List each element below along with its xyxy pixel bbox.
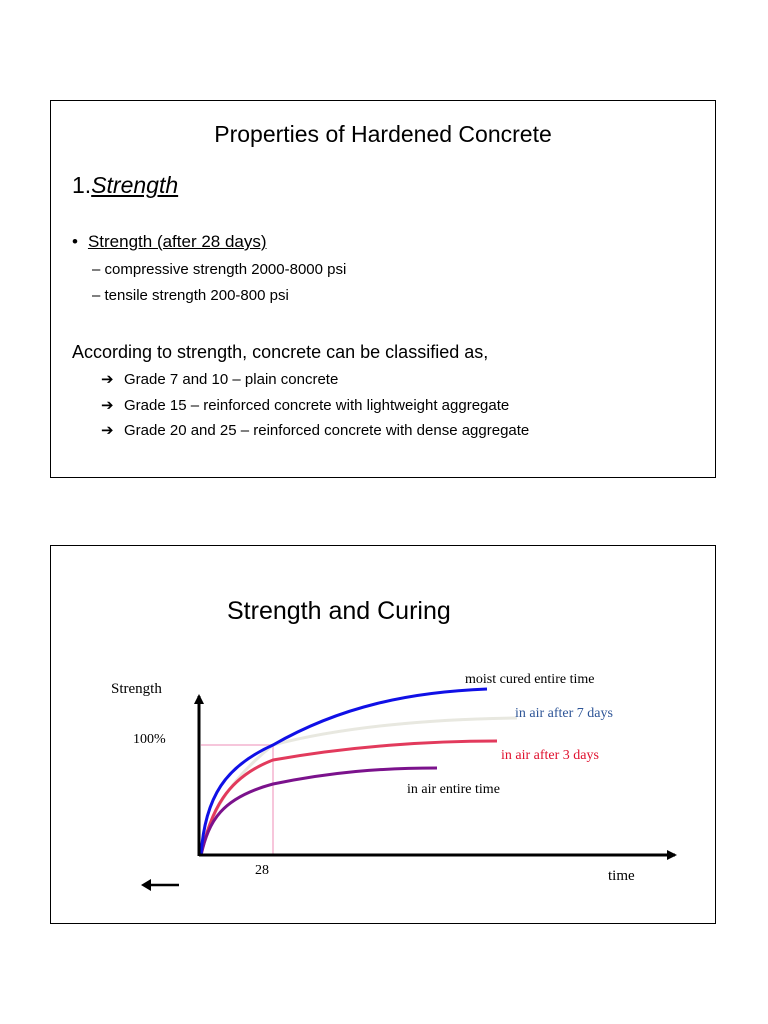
classify-text: According to strength, concrete can be classified as, xyxy=(72,342,489,362)
sub-item-tensile: – tensile strength 200-800 psi xyxy=(92,287,289,304)
grade-text: Grade 7 and 10 – plain concrete xyxy=(124,370,339,388)
slide-strength-curing xyxy=(50,545,716,924)
heading-number: 1. xyxy=(72,172,92,198)
y-axis-label: Strength xyxy=(111,681,162,697)
right-arrow-icon: ➔ xyxy=(101,397,114,414)
grade-item xyxy=(101,396,509,414)
grade-text: Grade 15 – reinforced concrete with lightweight aggregate xyxy=(124,396,510,414)
right-arrow-icon: ➔ xyxy=(101,371,114,388)
grade-text: Grade 20 and 25 – reinforced concrete with dense aggregate xyxy=(124,421,530,439)
section-heading xyxy=(72,172,178,199)
y-tick-label: 100% xyxy=(133,732,166,747)
grade-item xyxy=(101,370,338,388)
series-label-in-air-entire-time: in air entire time xyxy=(407,782,500,797)
slide-title: Properties of Hardened Concrete xyxy=(214,121,552,147)
bullet-item xyxy=(72,232,267,252)
series-line-in-air-3-days xyxy=(201,741,497,855)
right-arrow-icon: ➔ xyxy=(101,422,114,439)
series-label-moist-cured: moist cured entire time xyxy=(465,672,595,687)
x-axis-label: time xyxy=(608,868,635,884)
x-tick-label: 28 xyxy=(255,863,269,878)
back-arrow-icon[interactable] xyxy=(141,879,179,891)
sub-item-compressive: – compressive strength 2000-8000 psi xyxy=(92,261,347,278)
series-label-in-air-3-days: in air after 3 days xyxy=(501,748,599,763)
bullet-label: Strength (after 28 days) xyxy=(87,232,267,251)
strength-curing-chart xyxy=(51,546,715,922)
bullet-symbol: • xyxy=(72,232,78,251)
grade-item xyxy=(101,421,529,439)
heading-word: Strength xyxy=(91,172,179,198)
slide-properties xyxy=(50,100,716,478)
series-label-in-air-7-days: in air after 7 days xyxy=(515,706,613,721)
slide-title: Strength and Curing xyxy=(227,597,451,625)
